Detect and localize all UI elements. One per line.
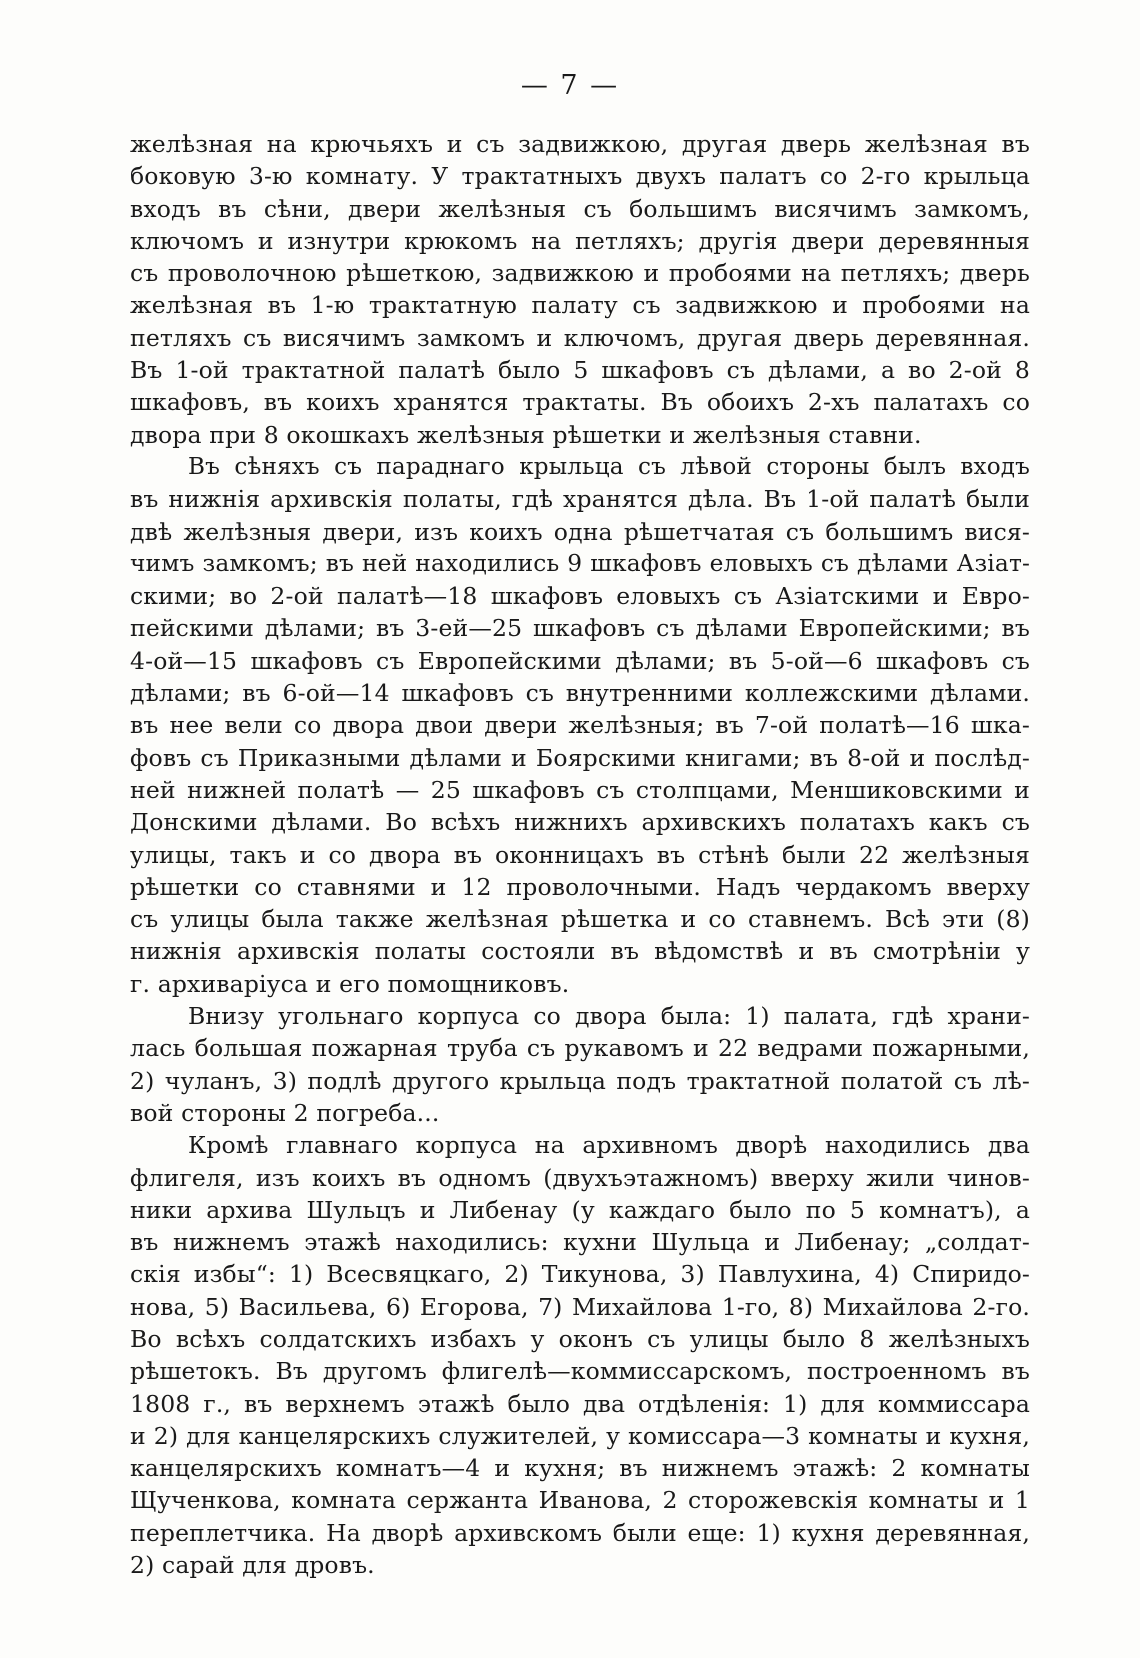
text-line: 2) чуланъ, 3) подлѣ другого крыльца подъ трактатной полатой съ лѣ- bbox=[130, 1066, 1030, 1095]
text-line: двора при 8 окошкахъ желѣзныя рѣшетки и желѣзныя ставни. bbox=[130, 420, 922, 449]
text-line: желѣзная на крючьяхъ и съ задвижкою, другая дверь желѣзная въ bbox=[130, 130, 1030, 158]
text-line: входъ въ сѣни, двери желѣзныя съ большимъ висячимъ замкомъ, bbox=[130, 194, 1030, 223]
text-line: г. архиваріуса и его помощниковъ. bbox=[130, 969, 570, 998]
text-line: въ нижнія архивскія полаты, гдѣ хранятся дѣла. Въ 1-ой палатѣ были bbox=[130, 485, 1030, 514]
text-line: лась большая пожарная труба съ рукавомъ и 22 ведрами пожарными, bbox=[130, 1034, 1030, 1063]
text-line: рѣшетки со ставнями и 12 проволочными. Надъ чердакомъ вверху bbox=[130, 872, 1030, 901]
text-line: двѣ желѣзныя двери, изъ коихъ одна рѣшетчатая съ большимъ вися- bbox=[130, 517, 1030, 546]
text-line: Во всѣхъ солдатскихъ избахъ у оконъ съ улицы было 8 желѣзныхъ bbox=[130, 1324, 1030, 1353]
text-line: скія избы“: 1) Всесвяцкаго, 2) Тикунова, 3) Павлухина, 4) Спиридо- bbox=[130, 1260, 1030, 1289]
text-line: Донскими дѣлами. Во всѣхъ нижнихъ архивскихъ полатахъ какъ съ bbox=[130, 808, 1030, 837]
text-line: въ нее вели со двора двои двери желѣзныя; въ 7-ой полатѣ—16 шка- bbox=[130, 711, 1030, 740]
text-line: переплетчика. На дворѣ архивскомъ были еще: 1) кухня деревянная, bbox=[130, 1518, 1030, 1547]
text-line: чимъ замкомъ; въ ней находились 9 шкафовъ еловыхъ съ дѣлами Азіат- bbox=[130, 549, 1030, 577]
text-line: ники архива Шульцъ и Либенау (у каждаго было по 5 комнатъ), а bbox=[130, 1195, 1030, 1224]
text-line: Внизу угольнаго корпуса со двора была: 1) палата, гдѣ храни- bbox=[188, 1002, 1030, 1031]
text-line: рѣшетокъ. Въ другомъ флигелѣ—коммиссарскомъ, построенномъ въ bbox=[130, 1357, 1030, 1386]
text-line: Въ 1-ой трактатной палатѣ было 5 шкафовъ съ дѣлами, а во 2-ой 8 bbox=[130, 356, 1030, 385]
text-line: улицы, такъ и со двора въ оконницахъ въ стѣнѣ были 22 желѣзныя bbox=[130, 840, 1030, 869]
text-line: съ проволочною рѣшеткою, задвижкою и пробоями на петляхъ; дверь bbox=[130, 259, 1030, 288]
text-line: нова, 5) Васильева, 6) Егорова, 7) Михайлова 1-го, 8) Михайлова 2-го. bbox=[130, 1292, 1030, 1321]
text-line: вой стороны 2 погреба... bbox=[130, 1098, 440, 1127]
text-line: фовъ съ Приказными дѣлами и Боярскими книгами; въ 8-ой и послѣд- bbox=[130, 743, 1030, 772]
text-line: ней нижней полатѣ — 25 шкафовъ съ столпцами, Меншиковскими и bbox=[130, 775, 1030, 804]
text-line: пейскими дѣлами; въ 3-ей—25 шкафовъ съ дѣлами Европейскими; въ bbox=[130, 614, 1030, 643]
text-line: нижнія архивскія полаты состояли въ вѣдомствѣ и въ смотрѣніи у bbox=[130, 937, 1030, 966]
text-line: въ нижнемъ этажѣ находились: кухни Шульца и Либенау; „солдат- bbox=[130, 1228, 1030, 1257]
text-line: съ улицы была также желѣзная рѣшетка и со ставнемъ. Всѣ эти (8) bbox=[130, 905, 1030, 934]
text-line: Кромѣ главнаго корпуса на архивномъ дворѣ находились два bbox=[188, 1131, 1030, 1160]
text-line: 1808 г., въ верхнемъ этажѣ было два отдѣленія: 1) для коммиссара bbox=[130, 1389, 1030, 1418]
text-line: дѣлами; въ 6-ой—14 шкафовъ съ внутренними коллежскими дѣлами. bbox=[130, 679, 1030, 708]
text-line: петляхъ съ висячимъ замкомъ и ключомъ, другая дверь деревянная. bbox=[130, 323, 1030, 352]
text-line: 2) сарай для дровъ. bbox=[130, 1551, 375, 1580]
text-line: скими; во 2-ой палатѣ—18 шкафовъ еловыхъ съ Азіатскими и Евро- bbox=[130, 582, 1030, 611]
text-line: желѣзная въ 1-ю трактатную палату съ задвижкою и пробоями на bbox=[130, 291, 1030, 320]
text-line: и 2) для канцелярскихъ служителей, у комиссара—3 комнаты и кухня, bbox=[130, 1421, 1030, 1450]
text-line: шкафовъ, въ коихъ хранятся трактаты. Въ обоихъ 2-хъ палатахъ со bbox=[130, 388, 1030, 417]
text-line: боковую 3-ю комнату. У трактатныхъ двухъ палатъ со 2-го крыльца bbox=[130, 162, 1030, 191]
text-line: Въ сѣняхъ съ параднаго крыльца съ лѣвой стороны былъ входъ bbox=[188, 453, 1030, 480]
text-line: канцелярскихъ комнатъ—4 и кухня; въ нижнемъ этажѣ: 2 комнаты bbox=[130, 1454, 1030, 1483]
text-line: флигеля, изъ коихъ въ одномъ (двухъэтажномъ) вверху жили чинов- bbox=[130, 1163, 1030, 1192]
text-line: Щученкова, комната сержанта Иванова, 2 сторожевскія комнаты и 1 bbox=[130, 1486, 1030, 1515]
text-line: ключомъ и изнутри крюкомъ на петляхъ; другія двери деревянныя bbox=[130, 226, 1030, 255]
page-number: — 7 — bbox=[520, 70, 620, 101]
text-line: 4-ой—15 шкафовъ съ Европейскими дѣлами; въ 5-ой—6 шкафовъ съ bbox=[130, 646, 1030, 675]
body-text bbox=[130, 128, 1030, 1581]
